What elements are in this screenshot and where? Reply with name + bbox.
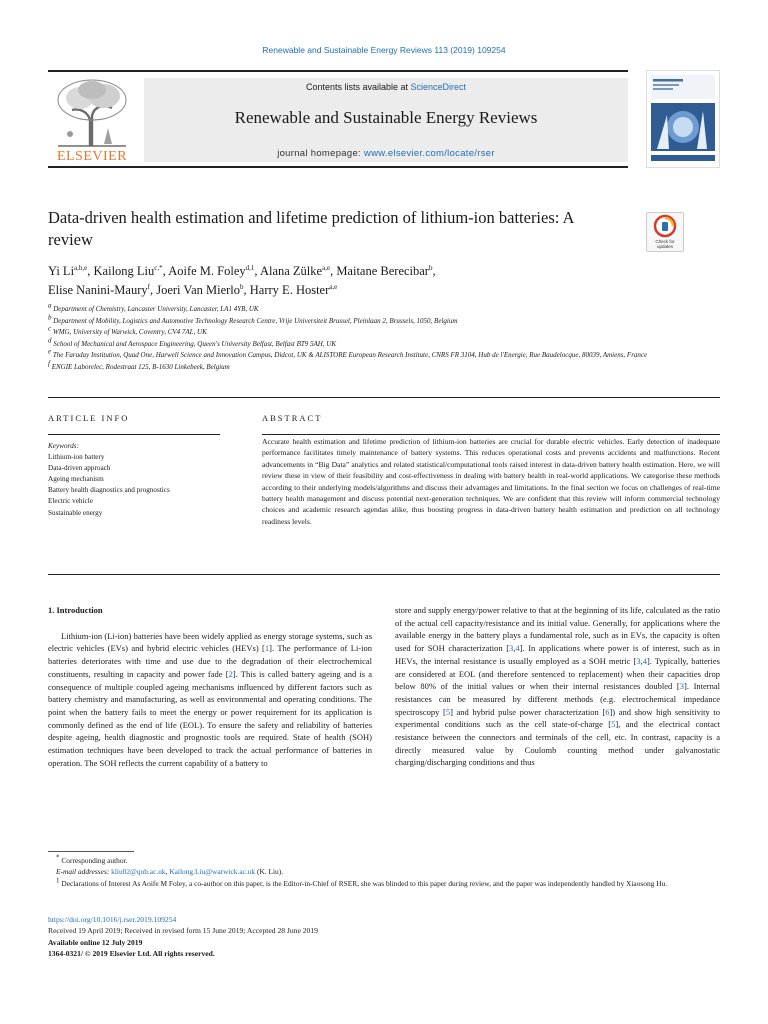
author-affiliation-marker[interactable]: a,b,e	[74, 263, 88, 272]
email-link[interactable]: kliu02@qub.ac.uk	[111, 867, 166, 877]
author-affiliation-marker[interactable]: b	[428, 263, 433, 272]
journal-citation[interactable]: Renewable and Sustainable Energy Reviews 113 (2019) 109254	[262, 45, 506, 55]
paragraph-text: Lithium-ion (Li-ion) batteries have been widely applied as energy storage systems, such as electric vehicles (EVs) and hybrid electric vehicles (HEVs) [	[48, 630, 372, 654]
footnotes	[48, 855, 720, 889]
affiliation-marker: c	[48, 324, 52, 333]
journal-homepage-line	[144, 148, 628, 159]
citation-link[interactable]: 6	[605, 706, 610, 717]
author-separator: ,	[149, 283, 157, 297]
contents-prefix: Contents lists available at	[305, 82, 411, 92]
declaration-text: Declarations of Interest As Aoife M Foley, a co-author on this paper, is the Editor-in-Chief of RSER, she was blinded to this paper during review, and the paper was independently handled by Xiaosong Hu.	[61, 878, 668, 888]
author-separator: ,	[432, 264, 436, 278]
citation-link[interactable]: 1	[264, 643, 270, 654]
author-name[interactable]: Elise Nanini-Maury	[48, 283, 148, 297]
contents-line	[144, 82, 628, 92]
corresponding-author-text: Corresponding author.	[61, 856, 128, 865]
affiliation-item	[48, 350, 708, 362]
journal-title: Renewable and Sustainable Energy Reviews	[234, 108, 538, 127]
elsevier-logo[interactable]	[50, 76, 134, 162]
author-name[interactable]: Joeri Van Mierlo	[156, 283, 241, 297]
author-name[interactable]: Harry E. Hoster	[249, 283, 330, 297]
article-metadata	[48, 914, 720, 960]
author-affiliation-marker[interactable]: d,1	[245, 263, 255, 272]
journal-cover-icon	[647, 71, 719, 167]
affiliation-text: School of Mechanical and Aerospace Engineering, Queen's University Belfast, Belfast BT9 5AH, UK	[53, 339, 337, 348]
email-note	[48, 866, 720, 877]
sciencedirect-link[interactable]: ScienceDirect	[410, 82, 467, 92]
paragraph-text: ]. In applications where power is of interest, such as in HEVs, the internal resistance is usually employed as a SOH metric [	[395, 643, 721, 666]
paragraph-text: ] and hybrid pulse power characterization [	[450, 706, 606, 717]
journal-header-band	[144, 78, 628, 162]
elsevier-tree-icon	[50, 76, 134, 148]
paragraph-text: ]. The performance of Li-ion batteries deteriorates with time and use due to the degradation of their electrochemical constituents, resulting in capacity and power fade [	[48, 643, 372, 679]
citation-link[interactable]: 4	[642, 655, 647, 666]
author-list	[48, 262, 688, 300]
keywords-block	[48, 441, 228, 519]
paragraph-text: ]. Internal resistances can be measured by different methods (e.g. electrochemical impedance spectroscopy [	[395, 681, 720, 717]
section-heading-introduction: 1. Introduction	[48, 605, 103, 615]
keyword-item: Lithium-ion battery	[48, 453, 105, 462]
author-name[interactable]: Kailong Liu	[93, 264, 155, 278]
email-link[interactable]: Kailong.Liu@warwick.ac.uk	[169, 867, 256, 877]
citation-link[interactable]: 4	[515, 643, 520, 654]
author-affiliation-marker[interactable]: b	[240, 282, 244, 291]
citation-link[interactable]: 3	[679, 681, 684, 692]
paragraph-text: store and supply energy/power relative to that at the beginning of its life, calculated as the ratio of the actual cell capacity/resistance and its initial value. Generally, for applications where the available energy in the battery plays a fundamental role, such as in EVs, the capacity is often used for SOH characterization [	[395, 605, 720, 654]
affiliation-text: ENGIE Laborelec, Rodestraat 125, B-1630 Linkebeek, Belgium	[51, 362, 230, 371]
abstract-rule	[262, 434, 720, 435]
affiliation-text: The Faraday Institution, Quad One, Harwell Science and Innovation Campus, Didcot, UK & ALISTORE European Research Institute, CNRS FR 3104, Hub de l'Energie, Rue Baudelocque, 80039, Amiens, France	[52, 351, 648, 360]
check-for-updates-badge[interactable]	[646, 212, 684, 252]
affiliation-marker: e	[48, 348, 52, 357]
affiliation-text: Department of Mobility, Logistics and Automotive Technology Research Centre, Vrije Universiteit Brussel, Pleinlaan 2, Brussels, 1050, Belgium	[53, 316, 458, 325]
masthead-bottom-rule	[48, 166, 628, 168]
corresponding-author-note	[48, 855, 720, 866]
author-name[interactable]: Yi Li	[48, 264, 75, 278]
author-separator: ,	[254, 264, 260, 278]
available-online: Available online 12 July 2019	[48, 937, 143, 947]
keyword-item: Sustainable energy	[48, 508, 103, 517]
affiliation-text: WMG, University of Warwick, Coventry, CV4 7AL, UK	[52, 328, 207, 337]
article-info-heading: ARTICLE INFO	[48, 413, 130, 423]
journal-cover-thumbnail[interactable]	[646, 70, 720, 168]
paragraph-text: ]. Typically, batteries are considered at EOL (and therefore sentenced to replacement) when their capacities drop below 80% of the initial values or when their internal resistances doubled [	[395, 655, 720, 692]
author-separator: ,	[330, 264, 337, 278]
keyword-item: Battery health diagnostics and prognostics	[48, 486, 170, 495]
keywords-label: Keywords:	[48, 442, 79, 450]
paragraph-text: ]) and show high sensitivity to experimental conditions such as the cell state-of-charge [	[395, 706, 720, 730]
author-affiliation-marker[interactable]: a,e	[322, 263, 331, 272]
affiliation-marker: d	[48, 336, 52, 345]
author-separator: ,	[162, 264, 169, 278]
author-separator: ,	[243, 283, 250, 297]
article-title: Data-driven health estimation and lifetime prediction of lithium-ion batteries: A review	[48, 208, 574, 249]
footnote-marker: *	[56, 853, 60, 862]
paragraph-text: ,	[513, 643, 516, 654]
author-separator: ,	[87, 264, 94, 278]
journal-masthead	[48, 70, 628, 166]
paragraph-text: ]. This is called battery ageing and is a consequence of multiple coupled ageing mechanisms influenced by different factors such as battery chemistry and manufacturing, as well as environmental and operating conditions. The point when the battery fails to meet the energy or power requirement for its application is commonly defined as the end of life (EOL). To ensure the safety and reliability of batteries despite ageing, health diagnostic and prognostic tools are required. State of health (SOH) estimation techniques have been developed to track the actual performance of batteries in operation. The SOH reflects the current capability of a battery to	[48, 668, 372, 768]
affiliation-item	[48, 301, 708, 316]
citation-link[interactable]: 5	[445, 706, 451, 717]
section-divider	[48, 574, 720, 575]
section-divider	[48, 397, 720, 398]
affiliation-text: Department of Chemistry, Lancaster University, Lancaster, LA1 4YB, UK	[53, 305, 259, 313]
doi-link[interactable]: https://doi.org/10.1016/j.rser.2019.109254	[48, 915, 177, 924]
affiliation-list	[48, 301, 708, 374]
paragraph-text: ,	[640, 655, 643, 666]
intro-paragraph-continued	[395, 604, 720, 769]
abstract-text: Accurate health estimation and lifetime prediction of lithium-ion batteries are crucial for durable electric vehicles. Early detection of inadequate performance facilitates timely maintenance of battery systems. This reduces operational costs and prevents accidents and malfunctions. Recent advancements in “Big Data” analytics and related statistical/computational tools raised interest in data-driven battery health estimation. Here, we will review these in view of their feasibility and cost-effectiveness in dealing with battery health in real-world applications. We categorise these methods according to their underlying models/algorithms and discuss their advantages and limitations. In the final section we focus on challenges of real-time battery health management and discuss potential next-generation techniques. We are confident that this review will inform commercial technology choices and academic research agendas alike, thus boosting progress in data-driven battery health estimation and prediction on all technology readiness levels.	[262, 437, 720, 526]
elsevier-wordmark: ELSEVIER	[56, 149, 128, 164]
received-dates: Received 19 April 2019; Received in revised form 15 June 2019; Accepted 28 June 2019	[48, 926, 318, 936]
body-column-left	[48, 604, 372, 769]
body-column-right	[395, 604, 720, 769]
affiliation-marker: a	[48, 301, 52, 310]
citation-link[interactable]: 2	[228, 668, 233, 679]
affiliation-item	[48, 336, 708, 351]
copyright-line: 1364-0321/ © 2019 Elsevier Ltd. All rights reserved.	[48, 949, 215, 959]
masthead-top-rule	[48, 70, 628, 72]
journal-homepage-link[interactable]: www.elsevier.com/locate/rser	[363, 148, 495, 159]
homepage-prefix: journal homepage:	[277, 148, 364, 159]
check-updates-label: Check for updates	[655, 239, 675, 249]
keyword-item: Data-driven approach	[48, 464, 111, 473]
email-separator: ,	[165, 867, 170, 877]
email-label: E-mail addresses:	[56, 867, 110, 877]
affiliation-item	[48, 324, 708, 339]
author-name[interactable]: Aoife M. Foley	[168, 264, 246, 278]
affiliation-marker: b	[48, 313, 52, 322]
citation-link[interactable]: 5	[611, 719, 616, 730]
footnote-rule	[48, 851, 134, 852]
citation-link[interactable]: 3	[509, 643, 514, 654]
affiliation-item	[48, 359, 708, 374]
author-affiliation-marker[interactable]: f	[147, 282, 150, 291]
affiliation-item	[48, 313, 708, 328]
abstract-heading: ABSTRACT	[262, 413, 323, 423]
footnote-marker: 1	[56, 876, 60, 885]
affiliation-marker: f	[48, 359, 50, 368]
author-affiliation-marker[interactable]: a,e	[329, 282, 338, 291]
keyword-item: Electric vehicle	[48, 497, 93, 506]
intro-paragraph	[48, 630, 372, 770]
keyword-item: Ageing mechanism	[48, 475, 104, 484]
article-info-rule	[48, 434, 220, 435]
declaration-note	[48, 878, 720, 889]
paragraph-text: ], and the electrical contact resistance between the connectors and terminals of the cell, etc. In contrast, capacity is a directly measured value by Coulomb counting method under galvanostatic charging/discharging conditions and thus	[395, 719, 721, 768]
citation-link[interactable]: 3	[636, 655, 641, 666]
check-updates-icon	[647, 213, 683, 241]
author-name[interactable]: Alana Zülke	[259, 264, 323, 278]
email-suffix: (K. Liu).	[255, 867, 284, 877]
author-affiliation-marker[interactable]: c,*	[154, 263, 163, 272]
author-name[interactable]: Maitane Berecibar	[336, 264, 429, 278]
